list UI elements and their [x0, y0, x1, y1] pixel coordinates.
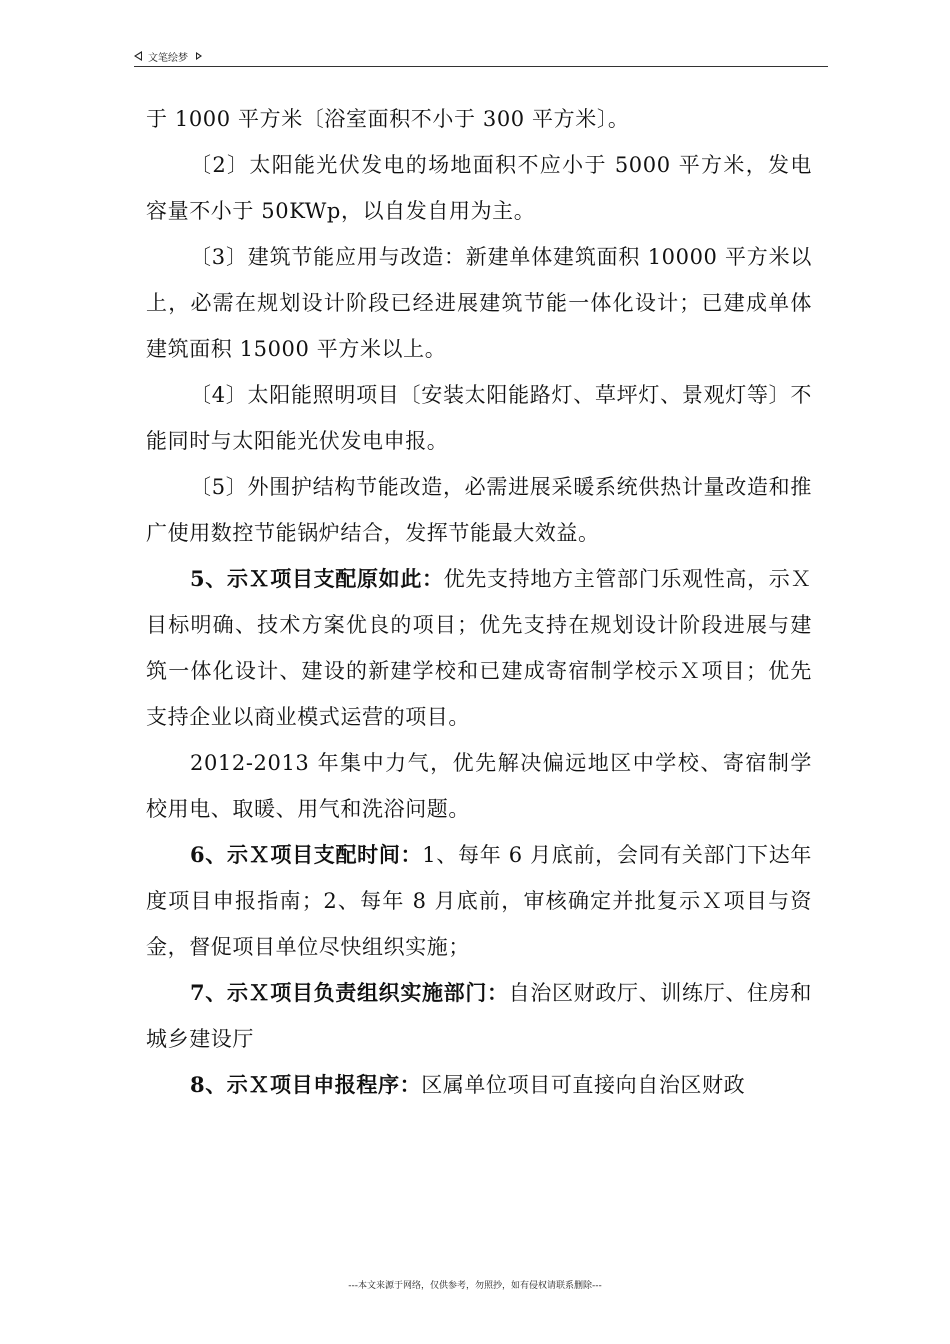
- header-title: 文笔绘梦: [148, 52, 188, 64]
- triangle-left-icon: [134, 51, 142, 61]
- triangle-right-icon: [196, 52, 202, 60]
- paragraph-text: 〔3〕建筑节能应用与改造：新建单体建筑面积 10000 平方米以上，必需在规划设计阶段已经进展建筑节能一体化设计；已建成单体建筑面积 15000 平方米以上。: [146, 245, 812, 361]
- paragraph-heading: 8、示Ｘ项目申报程序：: [190, 1072, 422, 1097]
- paragraph-heading: 5、示Ｘ项目支配原如此：: [190, 566, 444, 591]
- paragraph-text: 〔2〕太阳能光伏发电的场地面积不应小于 5000 平方米，发电容量不小于 50KWp，以自发自用为主。: [146, 153, 812, 223]
- paragraph: [146, 234, 812, 372]
- paragraph: [146, 96, 812, 142]
- page-footer: ---本文来源于网络，仅供参考，勿照抄，如有侵权请联系删除---: [348, 1281, 602, 1291]
- paragraph-heading: 7、示Ｘ项目负责组织实施部门：: [190, 980, 509, 1005]
- paragraph: [146, 372, 812, 464]
- paragraph: [146, 832, 812, 970]
- paragraph-text: 区属单位项目可直接向自治区财政: [421, 1073, 746, 1097]
- paragraph: [146, 142, 812, 234]
- paragraph-text: 优先支持地方主管部门乐观性高，示Ｘ目标明确、技术方案优良的项目；优先支持在规划设计阶段进展与建筑一体化设计、建设的新建学校和已建成寄宿制学校示Ｘ项目；优先支持企业以商业模式运营的项目。: [146, 567, 813, 729]
- paragraph-text: 2012-2013 年集中力气，优先解决偏远地区中学校、寄宿制学校用电、取暖、用气和洗浴问题。: [146, 751, 812, 821]
- paragraph: [146, 556, 812, 740]
- paragraph: [146, 970, 812, 1062]
- paragraph-text: 〔5〕外围护结构节能改造，必需进展采暖系统供热计量改造和推广使用数控节能锅炉结合，发挥节能最大效益。: [146, 475, 812, 545]
- paragraph-text: 1、每年 6 月底前，会同有关部门下达年度项目申报指南；2、每年 8 月底前，审核确定并批复示Ｘ项目与资金，督促项目单位尽快组织实施；: [146, 843, 812, 959]
- header-divider: [134, 66, 828, 67]
- paragraph-heading: 6、示Ｘ项目支配时间：: [190, 842, 423, 867]
- paragraph-text: 于 1000 平方米〔浴室面积不小于 300 平方米〕。: [146, 107, 630, 131]
- paragraph: [146, 740, 812, 832]
- document-body: [146, 96, 812, 1108]
- paragraph-text: 自治区财政厅、训练厅、住房和城乡建设厅: [146, 981, 812, 1051]
- paragraph: [146, 464, 812, 556]
- paragraph: [146, 1062, 812, 1108]
- paragraph-text: 〔4〕太阳能照明项目〔安装太阳能路灯、草坪灯、景观灯等〕不能同时与太阳能光伏发电申报。: [146, 383, 812, 453]
- page-header: [134, 46, 828, 66]
